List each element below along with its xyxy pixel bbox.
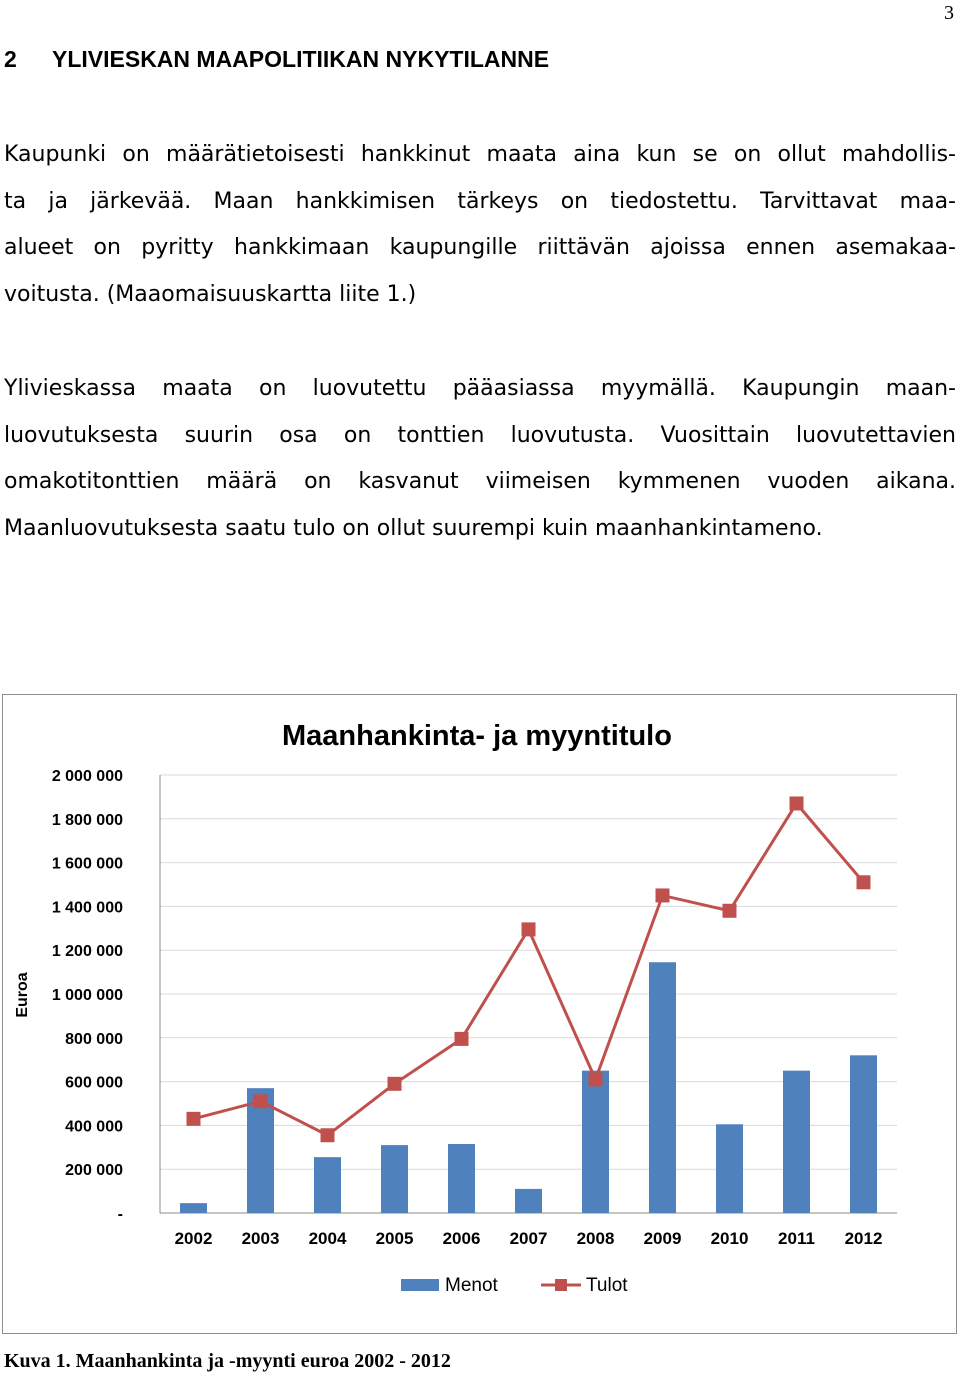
bar-menot	[180, 1203, 207, 1213]
y-tick-label: 1 600 000	[51, 855, 123, 873]
line-tulot	[194, 803, 864, 1135]
y-axis-label: Euroa	[14, 972, 31, 1018]
point-tulot	[187, 1112, 201, 1126]
x-tick-label: 2008	[576, 1229, 615, 1248]
y-tick-label: 400 000	[65, 1118, 123, 1136]
point-tulot	[522, 922, 536, 936]
paragraph-line: Maanluovutuksesta saatu tulo on ollut suurempi kuin maanhankintameno.	[4, 515, 823, 541]
y-tick-label: 1 800 000	[51, 811, 123, 829]
chart-frame	[2, 694, 957, 1334]
point-tulot	[857, 875, 871, 889]
paragraph-line: alueet on pyritty hankkimaan kaupungille riittävän ajoissa ennen asemakaa-	[4, 235, 956, 260]
point-tulot	[656, 888, 670, 902]
y-tick-label: -	[117, 1206, 123, 1223]
x-tick-label: 2006	[442, 1229, 481, 1248]
legend-label-tulot: Tulot	[586, 1275, 628, 1296]
page-number: 3	[944, 2, 954, 24]
x-tick-label: 2002	[174, 1229, 213, 1248]
legend-label-menot: Menot	[445, 1275, 498, 1296]
x-tick-label: 2007	[509, 1229, 548, 1248]
line-layer	[187, 796, 871, 1142]
y-tick-label: 2 000 000	[51, 768, 123, 785]
bar-menot	[783, 1071, 810, 1213]
section-title: YLIVIESKAN MAAPOLITIIKAN NYKYTILANNE	[52, 46, 550, 72]
point-tulot	[589, 1072, 603, 1086]
paragraph-land-disposal	[4, 366, 956, 552]
x-tick-label: 2004	[308, 1229, 347, 1248]
x-tick-label: 2005	[375, 1229, 414, 1248]
bar-menot	[716, 1124, 743, 1213]
paragraph-land-acquisition	[4, 132, 956, 318]
x-tick-label: 2012	[844, 1229, 883, 1248]
bar-menot	[314, 1157, 341, 1213]
y-tick-layer	[52, 768, 123, 1223]
point-tulot	[723, 904, 737, 918]
y-tick-label: 200 000	[65, 1162, 123, 1180]
x-tick-layer	[175, 1229, 883, 1248]
point-tulot	[388, 1077, 402, 1091]
point-tulot	[455, 1032, 469, 1046]
legend	[401, 1275, 628, 1296]
y-tick-label: 800 000	[65, 1030, 123, 1048]
point-tulot	[321, 1128, 335, 1142]
bar-menot	[448, 1144, 475, 1213]
y-tick-label: 1 000 000	[51, 987, 123, 1004]
legend-swatch-tulot-marker	[555, 1279, 567, 1291]
bar-menot	[850, 1055, 877, 1213]
bar-menot	[381, 1145, 408, 1213]
figure-caption: Kuva 1. Maanhankinta ja -myynti euroa 2002 - 2012	[4, 1350, 451, 1372]
x-tick-label: 2009	[643, 1229, 682, 1248]
point-tulot	[254, 1094, 268, 1108]
paragraph-line: luovutuksesta suurin osa on tonttien luovutusta. Vuosittain luovutettavien	[4, 422, 956, 448]
bar-menot	[515, 1189, 542, 1213]
paragraph-line: voitusta. (Maaomaisuuskartta liite 1.)	[4, 281, 417, 307]
paragraph-line: ta ja järkevää. Maan hankkimisen tärkeys on tiedostettu. Tarvittavat maa-	[4, 188, 956, 214]
section-number: 2	[4, 46, 17, 72]
x-tick-label: 2011	[778, 1229, 815, 1248]
bar-menot	[582, 1071, 609, 1213]
chart-title: Maanhankinta- ja myyntitulo	[282, 720, 672, 752]
paragraph-line: Ylivieskassa maata on luovutettu pääasiassa myymällä. Kaupungin maan-	[4, 376, 956, 401]
y-tick-label: 1 200 000	[51, 943, 123, 961]
paragraph-line: omakotitonttien määrä on kasvanut viimeisen kymmenen vuoden aikana.	[4, 469, 956, 494]
x-tick-label: 2003	[241, 1229, 280, 1248]
bar-layer	[180, 962, 877, 1213]
point-tulot	[790, 796, 804, 810]
y-tick-label: 600 000	[65, 1074, 123, 1092]
y-tick-label: 1 400 000	[51, 899, 123, 917]
paragraph-line: Kaupunki on määrätietoisesti hankkinut maata aina kun se on ollut mahdollis-	[4, 142, 956, 167]
chart-svg	[3, 695, 956, 1333]
section-heading	[4, 46, 549, 73]
x-tick-label: 2010	[710, 1229, 749, 1248]
legend-swatch-menot	[401, 1279, 439, 1291]
bar-menot	[649, 962, 676, 1213]
